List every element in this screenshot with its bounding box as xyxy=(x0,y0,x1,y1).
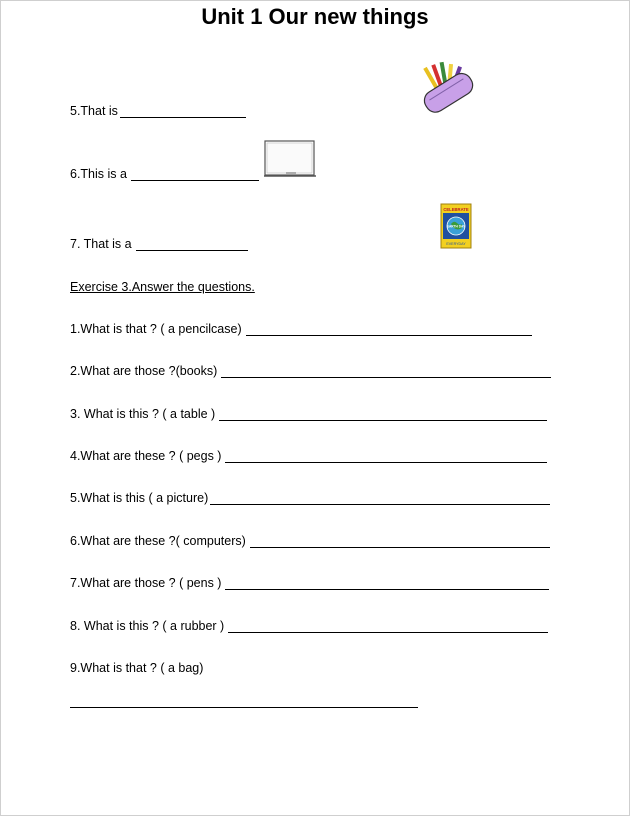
question-4-blank xyxy=(225,450,547,463)
question-3-blank xyxy=(219,408,547,421)
item-6-blank xyxy=(131,168,259,181)
question-2 xyxy=(70,364,551,378)
question-1-text: 1.What is that ? ( a pencilcase) xyxy=(70,322,242,336)
question-4 xyxy=(70,449,547,463)
question-9-text: 9.What is that ? ( a bag) xyxy=(70,661,204,675)
crayon-box-picture xyxy=(440,203,472,249)
question-3-text: 3. What is this ? ( a table ) xyxy=(70,407,216,421)
item-5-text: 5.That is xyxy=(70,104,118,118)
question-6-blank xyxy=(250,535,550,548)
question-6-text: 6.What are these ?( computers) xyxy=(70,534,246,548)
item-5-blank xyxy=(120,105,246,118)
crayon-box-label-mid: EARTH DAY xyxy=(446,224,466,229)
item-5 xyxy=(70,104,246,118)
question-5 xyxy=(70,491,550,505)
question-9-blank xyxy=(70,707,418,708)
item-7-text: 7. That is a xyxy=(70,237,132,251)
crayon-box-label-bottom: EVERYDAY xyxy=(446,242,466,246)
question-6 xyxy=(70,534,550,548)
question-8 xyxy=(70,619,548,633)
item-6 xyxy=(70,167,259,181)
item-6-text: 6.This is a xyxy=(70,167,127,181)
board-picture xyxy=(264,140,316,180)
question-8-text: 8. What is this ? ( a rubber ) xyxy=(70,619,225,633)
question-3 xyxy=(70,407,547,421)
question-5-text: 5.What is this ( a picture) xyxy=(70,491,209,505)
pencil-case-picture xyxy=(420,58,476,120)
crayon-box-label-top: CELEBRATE xyxy=(443,207,469,212)
question-7-blank xyxy=(225,577,549,590)
question-8-blank xyxy=(228,620,548,633)
question-2-text: 2.What are those ?(books) xyxy=(70,364,218,378)
question-7-text: 7.What are those ? ( pens ) xyxy=(70,576,222,590)
question-9 xyxy=(70,661,203,675)
item-7 xyxy=(70,237,248,251)
question-1-blank xyxy=(246,323,532,336)
question-7 xyxy=(70,576,549,590)
page-title: Unit 1 Our new things xyxy=(201,4,429,29)
question-5-blank xyxy=(210,492,550,505)
item-7-blank xyxy=(136,238,248,251)
exercise-3-heading: Exercise 3.Answer the questions. xyxy=(70,280,255,294)
question-4-text: 4.What are these ? ( pegs ) xyxy=(70,449,222,463)
question-2-blank xyxy=(221,365,551,378)
question-1 xyxy=(70,322,532,336)
